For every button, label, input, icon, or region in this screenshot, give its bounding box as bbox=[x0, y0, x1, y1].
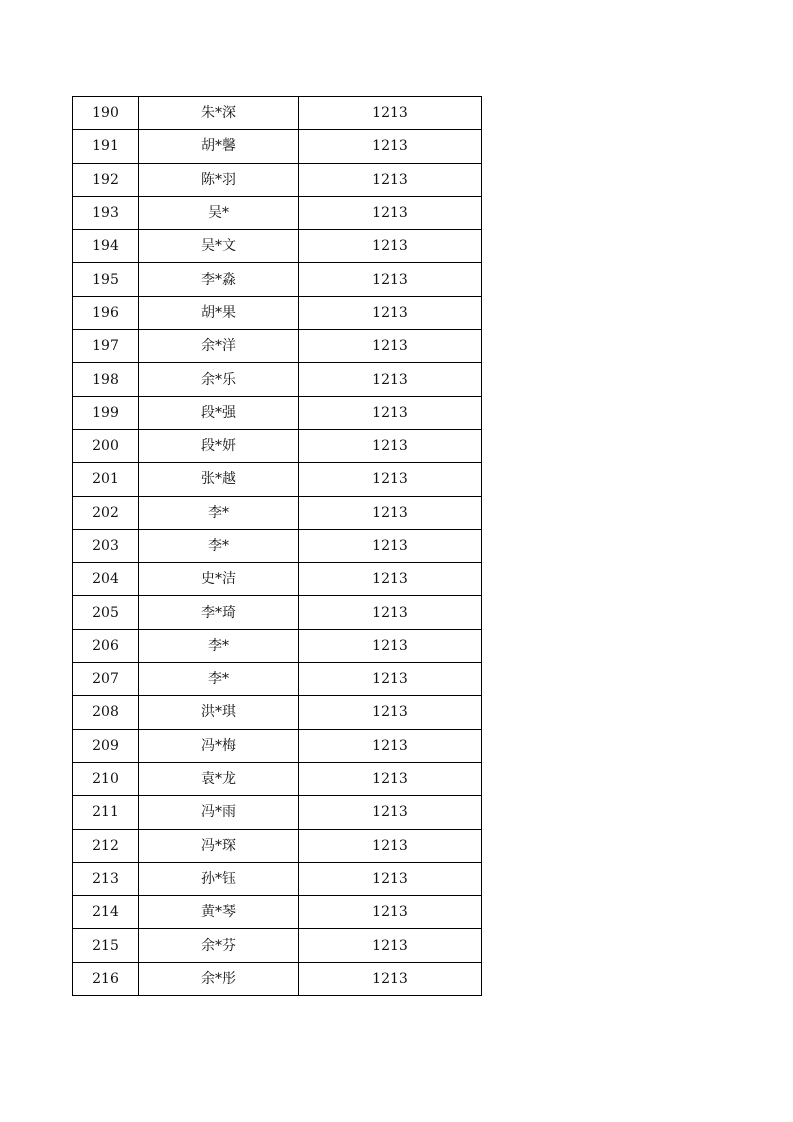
name-cell: 余*洋 bbox=[139, 330, 299, 363]
row-number-cell: 212 bbox=[73, 829, 139, 862]
amount-cell: 1213 bbox=[299, 429, 482, 462]
row-number-cell: 196 bbox=[73, 296, 139, 329]
name-cell: 冯*琛 bbox=[139, 829, 299, 862]
row-number-cell: 194 bbox=[73, 230, 139, 263]
row-number-cell: 193 bbox=[73, 196, 139, 229]
amount-cell: 1213 bbox=[299, 729, 482, 762]
name-cell: 段*强 bbox=[139, 396, 299, 429]
name-cell: 余*乐 bbox=[139, 363, 299, 396]
amount-cell: 1213 bbox=[299, 463, 482, 496]
amount-cell: 1213 bbox=[299, 929, 482, 962]
row-number-cell: 190 bbox=[73, 97, 139, 130]
name-cell: 余*彤 bbox=[139, 962, 299, 995]
table-row bbox=[73, 330, 482, 363]
name-cell: 胡*果 bbox=[139, 296, 299, 329]
amount-cell: 1213 bbox=[299, 596, 482, 629]
table-row bbox=[73, 463, 482, 496]
row-number-cell: 199 bbox=[73, 396, 139, 429]
row-number-cell: 201 bbox=[73, 463, 139, 496]
name-cell: 袁*龙 bbox=[139, 762, 299, 795]
table-row bbox=[73, 696, 482, 729]
table-row bbox=[73, 796, 482, 829]
table-row bbox=[73, 862, 482, 895]
amount-cell: 1213 bbox=[299, 529, 482, 562]
name-cell: 张*越 bbox=[139, 463, 299, 496]
row-number-cell: 192 bbox=[73, 163, 139, 196]
table-row bbox=[73, 163, 482, 196]
table-row bbox=[73, 196, 482, 229]
amount-cell: 1213 bbox=[299, 496, 482, 529]
row-number-cell: 207 bbox=[73, 663, 139, 696]
name-cell: 余*芬 bbox=[139, 929, 299, 962]
amount-cell: 1213 bbox=[299, 163, 482, 196]
table-row bbox=[73, 663, 482, 696]
table-row bbox=[73, 263, 482, 296]
table-row bbox=[73, 97, 482, 130]
row-number-cell: 216 bbox=[73, 962, 139, 995]
row-number-cell: 197 bbox=[73, 330, 139, 363]
name-cell: 胡*馨 bbox=[139, 130, 299, 163]
row-number-cell: 206 bbox=[73, 629, 139, 662]
row-number-cell: 195 bbox=[73, 263, 139, 296]
amount-cell: 1213 bbox=[299, 696, 482, 729]
row-number-cell: 202 bbox=[73, 496, 139, 529]
amount-cell: 1213 bbox=[299, 396, 482, 429]
name-cell: 朱*深 bbox=[139, 97, 299, 130]
name-cell: 孙*钰 bbox=[139, 862, 299, 895]
row-number-cell: 203 bbox=[73, 529, 139, 562]
row-number-cell: 208 bbox=[73, 696, 139, 729]
table-row bbox=[73, 896, 482, 929]
table-row bbox=[73, 762, 482, 795]
amount-cell: 1213 bbox=[299, 796, 482, 829]
row-number-cell: 214 bbox=[73, 896, 139, 929]
table-row bbox=[73, 429, 482, 462]
amount-cell: 1213 bbox=[299, 762, 482, 795]
table-row bbox=[73, 596, 482, 629]
name-cell: 吴* bbox=[139, 196, 299, 229]
amount-cell: 1213 bbox=[299, 230, 482, 263]
table-row bbox=[73, 829, 482, 862]
table-row bbox=[73, 396, 482, 429]
amount-cell: 1213 bbox=[299, 263, 482, 296]
amount-cell: 1213 bbox=[299, 896, 482, 929]
amount-cell: 1213 bbox=[299, 330, 482, 363]
table-body bbox=[73, 97, 482, 996]
amount-cell: 1213 bbox=[299, 196, 482, 229]
name-cell: 李* bbox=[139, 629, 299, 662]
table-row bbox=[73, 729, 482, 762]
data-table bbox=[72, 96, 482, 996]
name-cell: 李* bbox=[139, 529, 299, 562]
row-number-cell: 205 bbox=[73, 596, 139, 629]
name-cell: 史*洁 bbox=[139, 563, 299, 596]
name-cell: 李*淼 bbox=[139, 263, 299, 296]
row-number-cell: 200 bbox=[73, 429, 139, 462]
name-cell: 吴*文 bbox=[139, 230, 299, 263]
name-cell: 段*妍 bbox=[139, 429, 299, 462]
name-cell: 李* bbox=[139, 496, 299, 529]
row-number-cell: 215 bbox=[73, 929, 139, 962]
table-row bbox=[73, 962, 482, 995]
table-row bbox=[73, 563, 482, 596]
table-row bbox=[73, 629, 482, 662]
table-row bbox=[73, 130, 482, 163]
amount-cell: 1213 bbox=[299, 363, 482, 396]
table-row bbox=[73, 929, 482, 962]
amount-cell: 1213 bbox=[299, 629, 482, 662]
amount-cell: 1213 bbox=[299, 563, 482, 596]
amount-cell: 1213 bbox=[299, 97, 482, 130]
row-number-cell: 209 bbox=[73, 729, 139, 762]
row-number-cell: 210 bbox=[73, 762, 139, 795]
amount-cell: 1213 bbox=[299, 829, 482, 862]
row-number-cell: 211 bbox=[73, 796, 139, 829]
amount-cell: 1213 bbox=[299, 663, 482, 696]
table-row bbox=[73, 529, 482, 562]
amount-cell: 1213 bbox=[299, 296, 482, 329]
table-row bbox=[73, 296, 482, 329]
name-cell: 黄*琴 bbox=[139, 896, 299, 929]
name-cell: 洪*琪 bbox=[139, 696, 299, 729]
table-row bbox=[73, 496, 482, 529]
table-row bbox=[73, 363, 482, 396]
name-cell: 李*琦 bbox=[139, 596, 299, 629]
name-cell: 陈*羽 bbox=[139, 163, 299, 196]
table-row bbox=[73, 230, 482, 263]
name-cell: 李* bbox=[139, 663, 299, 696]
amount-cell: 1213 bbox=[299, 130, 482, 163]
row-number-cell: 213 bbox=[73, 862, 139, 895]
name-cell: 冯*雨 bbox=[139, 796, 299, 829]
amount-cell: 1213 bbox=[299, 862, 482, 895]
row-number-cell: 198 bbox=[73, 363, 139, 396]
amount-cell: 1213 bbox=[299, 962, 482, 995]
row-number-cell: 191 bbox=[73, 130, 139, 163]
row-number-cell: 204 bbox=[73, 563, 139, 596]
name-cell: 冯*梅 bbox=[139, 729, 299, 762]
